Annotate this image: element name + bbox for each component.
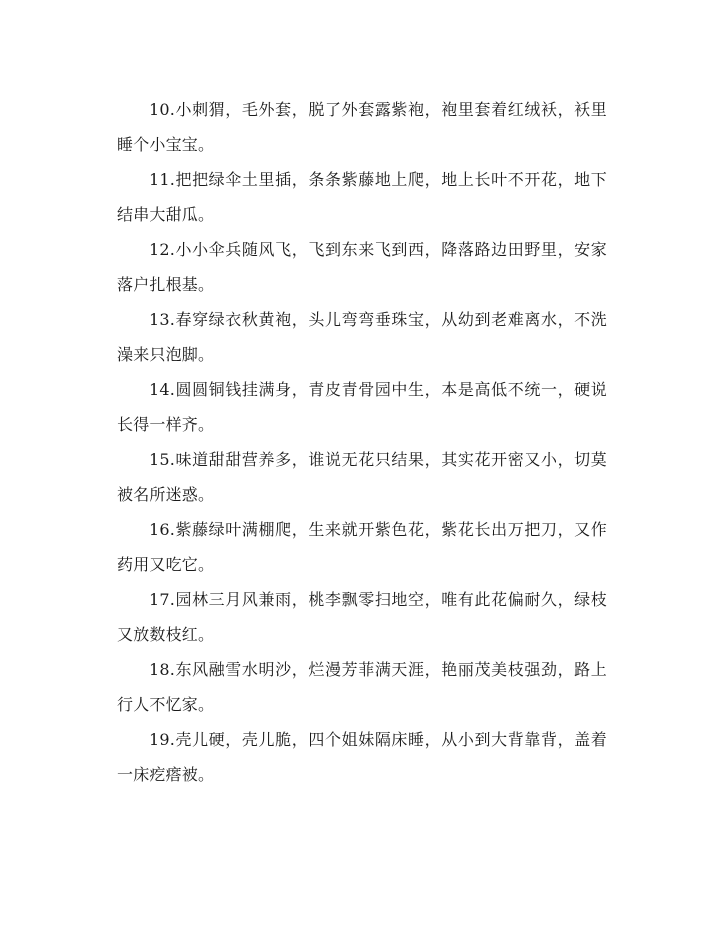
riddle-list bbox=[117, 92, 607, 792]
riddle-14: 14.圆圆铜钱挂满身，青皮青骨园中生，本是高低不统一，硬说长得一样齐。 bbox=[117, 380, 607, 434]
riddle-16: 16.紫藤绿叶满棚爬，生来就开紫色花，紫花长出万把刀，又作药用又吃它。 bbox=[117, 520, 607, 574]
riddle-11: 11.把把绿伞土里插，条条紫藤地上爬，地上长叶不开花，地下结串大甜瓜。 bbox=[117, 170, 607, 224]
riddle-10: 10.小刺猬，毛外套，脱了外套露紫袍，袍里套着红绒袄，袄里睡个小宝宝。 bbox=[117, 100, 607, 154]
riddle-19: 19.壳儿硬，壳儿脆，四个姐妹隔床睡，从小到大背靠背，盖着一床疙瘩被。 bbox=[117, 730, 607, 784]
riddle-15: 15.味道甜甜营养多，谁说无花只结果，其实花开密又小，切莫被名所迷惑。 bbox=[117, 450, 607, 504]
riddle-13: 13.春穿绿衣秋黄袍，头儿弯弯垂珠宝，从幼到老难离水，不洗澡来只泡脚。 bbox=[117, 310, 607, 364]
riddle-18: 18.东风融雪水明沙，烂漫芳菲满天涯，艳丽茂美枝强劲，路上行人不忆家。 bbox=[117, 660, 607, 714]
riddle-17: 17.园林三月风兼雨，桃李飘零扫地空，唯有此花偏耐久，绿枝又放数枝红。 bbox=[117, 590, 607, 644]
riddle-12: 12.小小伞兵随风飞，飞到东来飞到西，降落路边田野里，安家落户扎根基。 bbox=[117, 240, 607, 294]
